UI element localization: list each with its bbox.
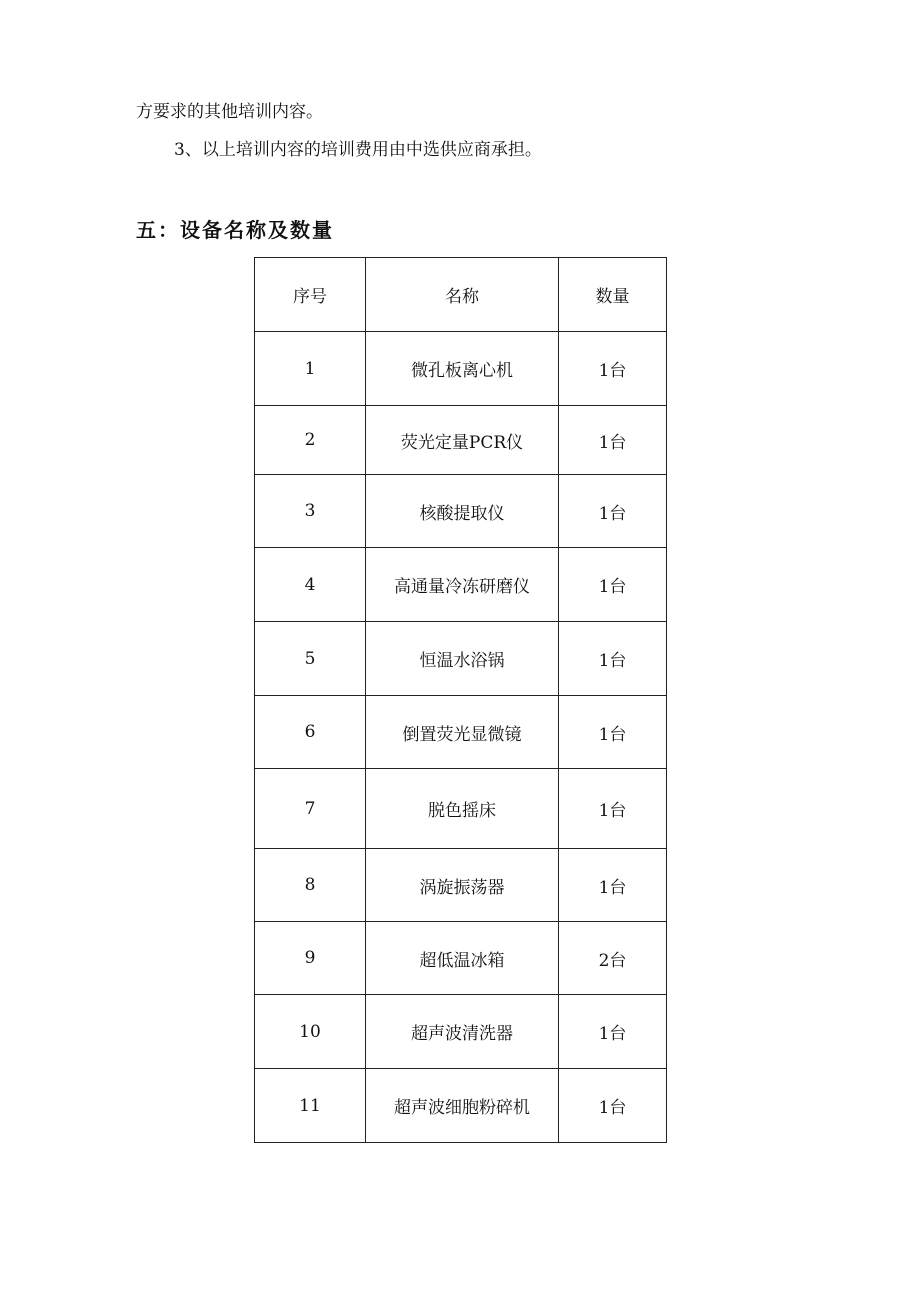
row-name: 超低温冰箱 — [366, 922, 559, 995]
row-quantity: 1台 — [559, 849, 667, 922]
row-index: 8 — [255, 849, 366, 922]
section-heading: 五：设备名称及数量 — [136, 218, 334, 242]
header-quantity: 数量 — [559, 258, 667, 332]
row-quantity: 1台 — [559, 1069, 667, 1143]
row-name: 涡旋振荡器 — [366, 849, 559, 922]
row-quantity: 2台 — [559, 922, 667, 995]
row-index: 3 — [255, 475, 366, 548]
row-quantity: 1台 — [559, 406, 667, 475]
table-row — [255, 849, 667, 922]
table-row — [255, 548, 667, 622]
table-row — [255, 696, 667, 769]
table-row — [255, 1069, 667, 1143]
table-row — [255, 475, 667, 548]
header-name: 名称 — [366, 258, 559, 332]
row-name: 微孔板离心机 — [366, 332, 559, 406]
row-index: 4 — [255, 548, 366, 622]
row-index: 6 — [255, 696, 366, 769]
row-quantity: 1台 — [559, 548, 667, 622]
row-quantity: 1台 — [559, 332, 667, 406]
row-index: 11 — [255, 1069, 366, 1143]
row-index: 9 — [255, 922, 366, 995]
row-index: 2 — [255, 406, 366, 475]
row-quantity: 1台 — [559, 475, 667, 548]
row-name: 倒置荧光显微镜 — [366, 696, 559, 769]
row-name: 荧光定量PCR仪 — [366, 406, 559, 475]
header-index: 序号 — [255, 258, 366, 332]
table-row — [255, 332, 667, 406]
row-quantity: 1台 — [559, 995, 667, 1069]
row-index: 10 — [255, 995, 366, 1069]
paragraph-line-2: 3、以上培训内容的培训费用由中选供应商承担。 — [174, 140, 542, 160]
row-name: 恒温水浴锅 — [366, 622, 559, 696]
row-name: 高通量冷冻研磨仪 — [366, 548, 559, 622]
table-row — [255, 406, 667, 475]
table-row — [255, 922, 667, 995]
row-name: 脱色摇床 — [366, 769, 559, 849]
row-name: 超声波清洗器 — [366, 995, 559, 1069]
paragraph-line-1: 方要求的其他培训内容。 — [136, 102, 323, 122]
table-row — [255, 769, 667, 849]
row-name: 超声波细胞粉碎机 — [366, 1069, 559, 1143]
row-quantity: 1台 — [559, 696, 667, 769]
row-name: 核酸提取仪 — [366, 475, 559, 548]
row-index: 7 — [255, 769, 366, 849]
row-quantity: 1台 — [559, 769, 667, 849]
equipment-table — [254, 257, 667, 1143]
table-row — [255, 622, 667, 696]
row-index: 5 — [255, 622, 366, 696]
row-quantity: 1台 — [559, 622, 667, 696]
row-index: 1 — [255, 332, 366, 406]
table-row — [255, 995, 667, 1069]
table-header-row — [255, 258, 667, 332]
